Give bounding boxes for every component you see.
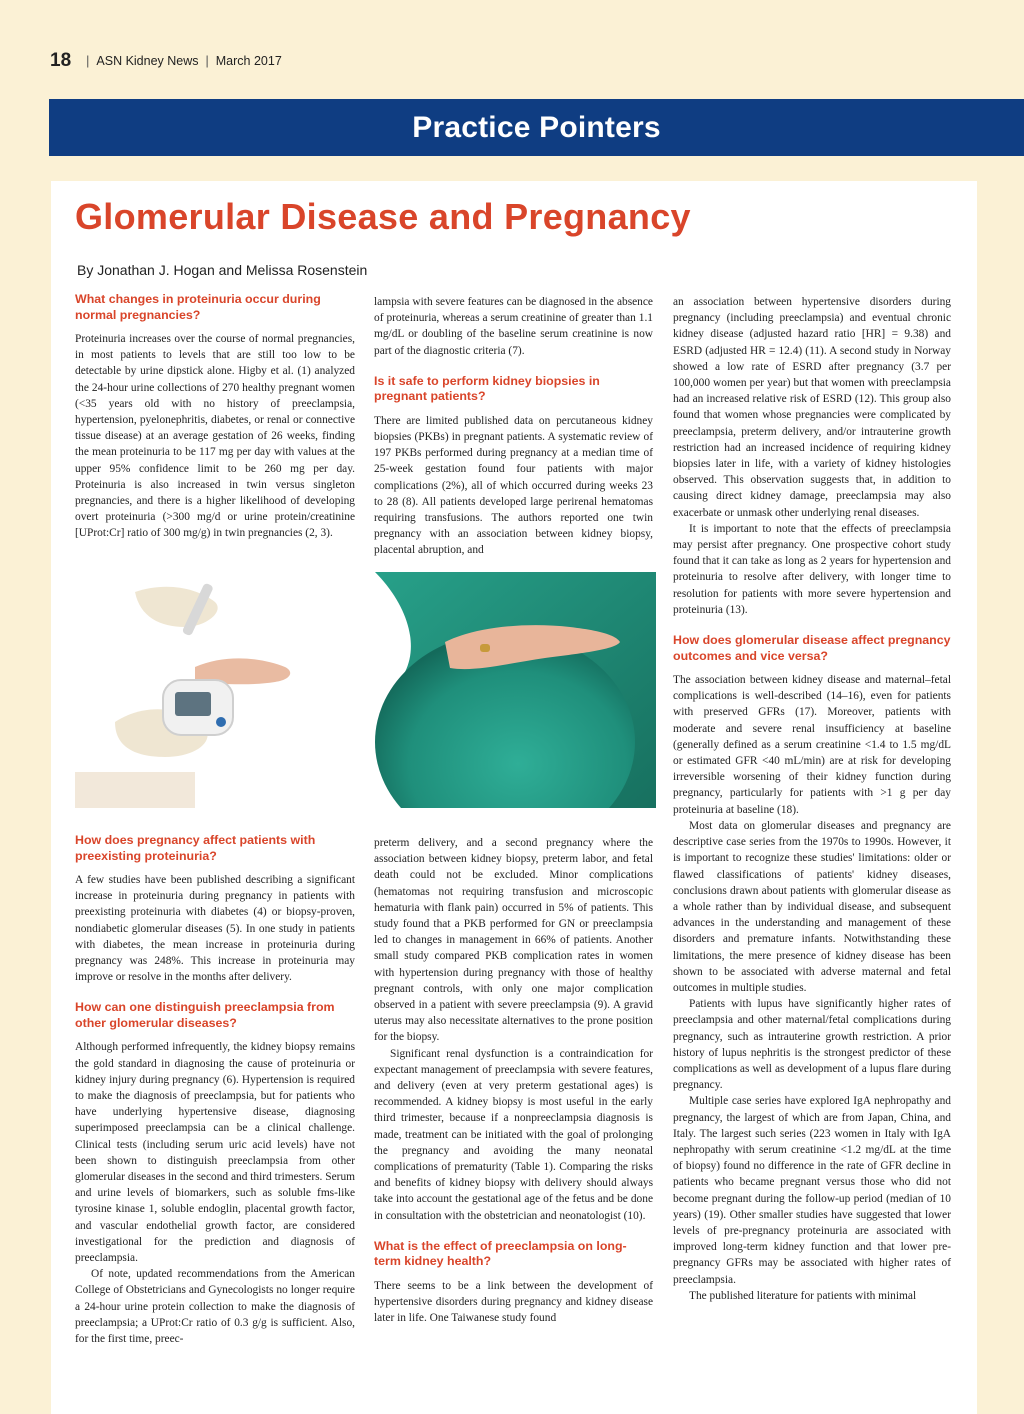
section-heading: How does pregnancy affect patients with preexisting proteinuria?: [75, 833, 316, 863]
paragraph: It is important to note that the effects of preeclampsia may persist after pregnancy. One prospective cohort study found that it can take as long as 2 years for hypertension and proteinuria to resolve after delivery, with longer time to resolution for patients with more severe hypertension and proteinuria (13).: [673, 522, 951, 616]
page-number: 18: [50, 50, 72, 71]
section-heading: What changes in proteinuria occur during normal pregnancies?: [75, 292, 321, 322]
paragraph: preterm delivery, and a second pregnancy where the association between kidney biopsy, preterm labor, and fetal death could not be excluded. Minor complications (hematomas not requiring transfusion and microscopic hematuria with flank pain) occurred in 5% of patients. This study found that a PKB performed for GN or preeclampsia led to changes in management in 66% of patients. Another small study compared PKB complication rates in women with hypertension during pregnancy with those of healthy pregnant controls, with only one major complication observed in a patient with severe preeclampsia (9). A gravid uterus may also necessitate alternatives to the prone position for the biopsy.: [374, 837, 653, 1044]
paragraph: There are limited published data on percutaneous kidney biopsies (PKBs) in pregnant patients. A systematic review of 197 PKBs performed during pregnancy at a median time of 25-week gestation found four patients with major complications (2%), all of which occurred during weeks 23 to 28 (8). All patients developed large perirenal hematomas requiring transfusions. The authors reported one twin pregnancy with an association between kidney biopsy, placental abruption, and: [374, 414, 653, 557]
section-banner: [49, 99, 1024, 156]
section-heading: How can one distinguish preeclampsia from other glomerular diseases?: [75, 1000, 335, 1030]
column-3: [673, 294, 951, 1304]
masthead: [50, 50, 282, 72]
paragraph: The published literature for patients with minimal: [689, 1289, 917, 1302]
paragraph: Proteinuria increases over the course of normal pregnancies, in most patients to levels that are still too low to be detectable by urine dipstick alone. Higby et al. (1) analyzed the 24-hour urine collections of 270 healthy pregnant women (<35 years old with no history of preeclampsia, hypertension, pyelonephritis, diabetes, or renal or connective tissue disease) at an average gestation of 26 weeks, finding the mean proteinuria to be 117 mg per day with values at the upper 95% confidence limit to be 260 mg per day. Proteinuria is also increased in twin versus singleton pregnancies, and there is a higher likelihood of developing overt proteinuria (>300 mg/d or urine protein/creatinine [UProt:Cr] ratio of 300 mg/g) in twin pregnancies (2, 3).: [75, 333, 355, 540]
paragraph: A few studies have been published describing a significant increase in proteinuria during pregnancy in patients with preexisting proteinuria with diabetes (4) or biopsy-proven, nondiabetic glomerular diseases (5). In one study in patients with diabetes, the mean increase in proteinuria during pregnancy was 248%. This increase in proteinuria may improve or resolve in the months after delivery.: [75, 874, 355, 984]
paragraph: Significant renal dysfunction is a contraindication for expectant management of preeclampsia with severe features, and delivery (even at very preterm gestational ages) is recommended. A kidney biopsy is most useful in the early third trimester, because if a nonpreeclampsia diagnosis is made, treatment can be initiated with the goal of prolonging the pregnancy and avoiding the many neonatal complications of prematurity (Table 1). Comparing the risks and benefits of kidney biopsy with delivery should always take into account the gestational age of the fetus and be done in consultation with the obstetrician and neonatologist (10).: [374, 1047, 653, 1222]
column-1-top: [75, 292, 355, 542]
paragraph: Patients with lupus have significantly higher rates of preeclampsia and other maternal/fetal complications during pregnancy, such as intrauterine growth restriction. A prior history of lupus nephritis is the strongest predictor of these complications as well as development of a lupus flare during pregnancy.: [673, 998, 951, 1092]
masthead-separator: |: [205, 54, 209, 68]
article-byline: By Jonathan J. Hogan and Melissa Rosenstein: [77, 262, 368, 278]
section-heading: How does glomerular disease affect pregnancy outcomes and vice versa?: [673, 633, 951, 663]
publication-name: ASN Kidney News: [96, 54, 199, 68]
paragraph: The association between kidney disease and maternal–fetal complications is well-described (14–16), even for patients with preserved GFRs (17). Moreover, patients with moderate and severe renal insufficiency at baseline (generally defined as a serum creatinine <1.4 to 1.5 mg/dL or estimated GFR <40 mL/min) are at risk for developing irreversible worsening of their kidney function during pregnancy, particularly for patients with >1 g per day proteinuria at baseline (18).: [673, 674, 951, 816]
photo-illustration: [75, 572, 656, 808]
column-2-top: [374, 294, 653, 559]
masthead-separator: |: [86, 54, 90, 68]
paragraph: Although performed infrequently, the kidney biopsy remains the gold standard in diagnosing the cause of proteinuria or kidney injury during pregnancy (6). Hypertension is required to make the diagnosis of preeclampsia, but for patients who have underlying hypertensive disease, diagnosing superimposed preeclampsia can be a clinical challenge. Clinical tests (including serum uric acid levels) have not been shown to distinguish preeclampsia from other glomerular diseases in the second and third trimesters. Serum and urine levels of biomarkers, such as soluble fms-like tyrosine kinase 1, soluble endoglin, placental growth factor, and vascular endothelial growth factor, are considered investigational for the prediction and diagnosis of preeclampsia.: [75, 1041, 355, 1265]
paragraph: Multiple case series have explored IgA nephropathy and pregnancy, the largest of which are from Japan, China, and Italy. The largest such series (223 women in Italy with IgA nephropathy with serum creatinine <1.2 mg/dL at the time of biopsy) found no difference in the rate of GFR decline in patients who became pregnant versus those who did not become pregnant during the follow-up period (median of 10 years) (19). Other smaller studies have suggested that lower levels of pre-pregnancy proteinuria are associated with improved long-term kidney function and that lower pre-pregnancy GFRs may be associated with higher rates of preeclampsia.: [673, 1095, 951, 1286]
paragraph: There seems to be a link between the development of hypertensive disorders during pregnancy and kidney disease later in life. One Taiwanese study found: [374, 1279, 653, 1325]
article-title: Glomerular Disease and Pregnancy: [75, 196, 691, 237]
column-2-bottom: [374, 835, 653, 1326]
paragraph: Of note, updated recommendations from the American College of Obstetricians and Gynecologists no longer require a 24-hour urine protein collection to make the diagnosis of preeclampsia; a UProt:Cr ratio of 0.3 g/g is sufficient. Also, for the first time, preec-: [75, 1268, 355, 1346]
column-1-bottom: [75, 833, 355, 1347]
paragraph: an association between hypertensive disorders during pregnancy (including preeclampsia) and eventual chronic kidney disease (adjusted hazard ratio [HR] = 9.38) and ESRD (adjusted HR = 12.4) (11). A second study in Norway showed a low rate of ESRD after pregnancy (3.7 per 100,000 women per year) but that women with preeclampsia had an increased relative risk of ESRD (12). This group also found that women whose pregnancies were complicated by preeclampsia, preterm delivery, and/or intrauterine growth restriction had an increased incidence of requiring kidney biopsies later in life, with a variety of kidney histologies observed. This observation suggests that, in addition to causing direct kidney damage, preeclampsia may also exacerbate or unmask other underlying renal diseases.: [673, 296, 951, 519]
paragraph: lampsia with severe features can be diagnosed in the absence of proteinuria, whereas a serum creatinine of greater than 1.1 mg/dL or doubling of the baseline serum creatinine is now part of the diagnostic criteria (7).: [374, 296, 653, 357]
section-title: Practice Pointers: [412, 110, 661, 144]
article-photo-pregnancy-glucose-test: [75, 572, 656, 808]
section-heading: Is it safe to perform kidney biopsies in pregnant patients?: [374, 373, 600, 404]
paragraph: Most data on glomerular diseases and pregnancy are descriptive case series from the 1970s to 1990s. However, it is important to recognize these studies' limitations: older or flawed classifications of patients' kidney diseases, conclusions drawn about patients with glomerular disease as a whole rather than by individual disease, and subsequent advances in the understanding and management of these disorders and premature infants. Notwithstanding these limitations, the mere presence of kidney disease has been shown to be associated with adverse maternal and fetal outcomes in multiple studies.: [673, 819, 951, 994]
section-heading: What is the effect of preeclampsia on long-term kidney health?: [374, 1238, 627, 1269]
issue-date: March 2017: [215, 54, 282, 68]
